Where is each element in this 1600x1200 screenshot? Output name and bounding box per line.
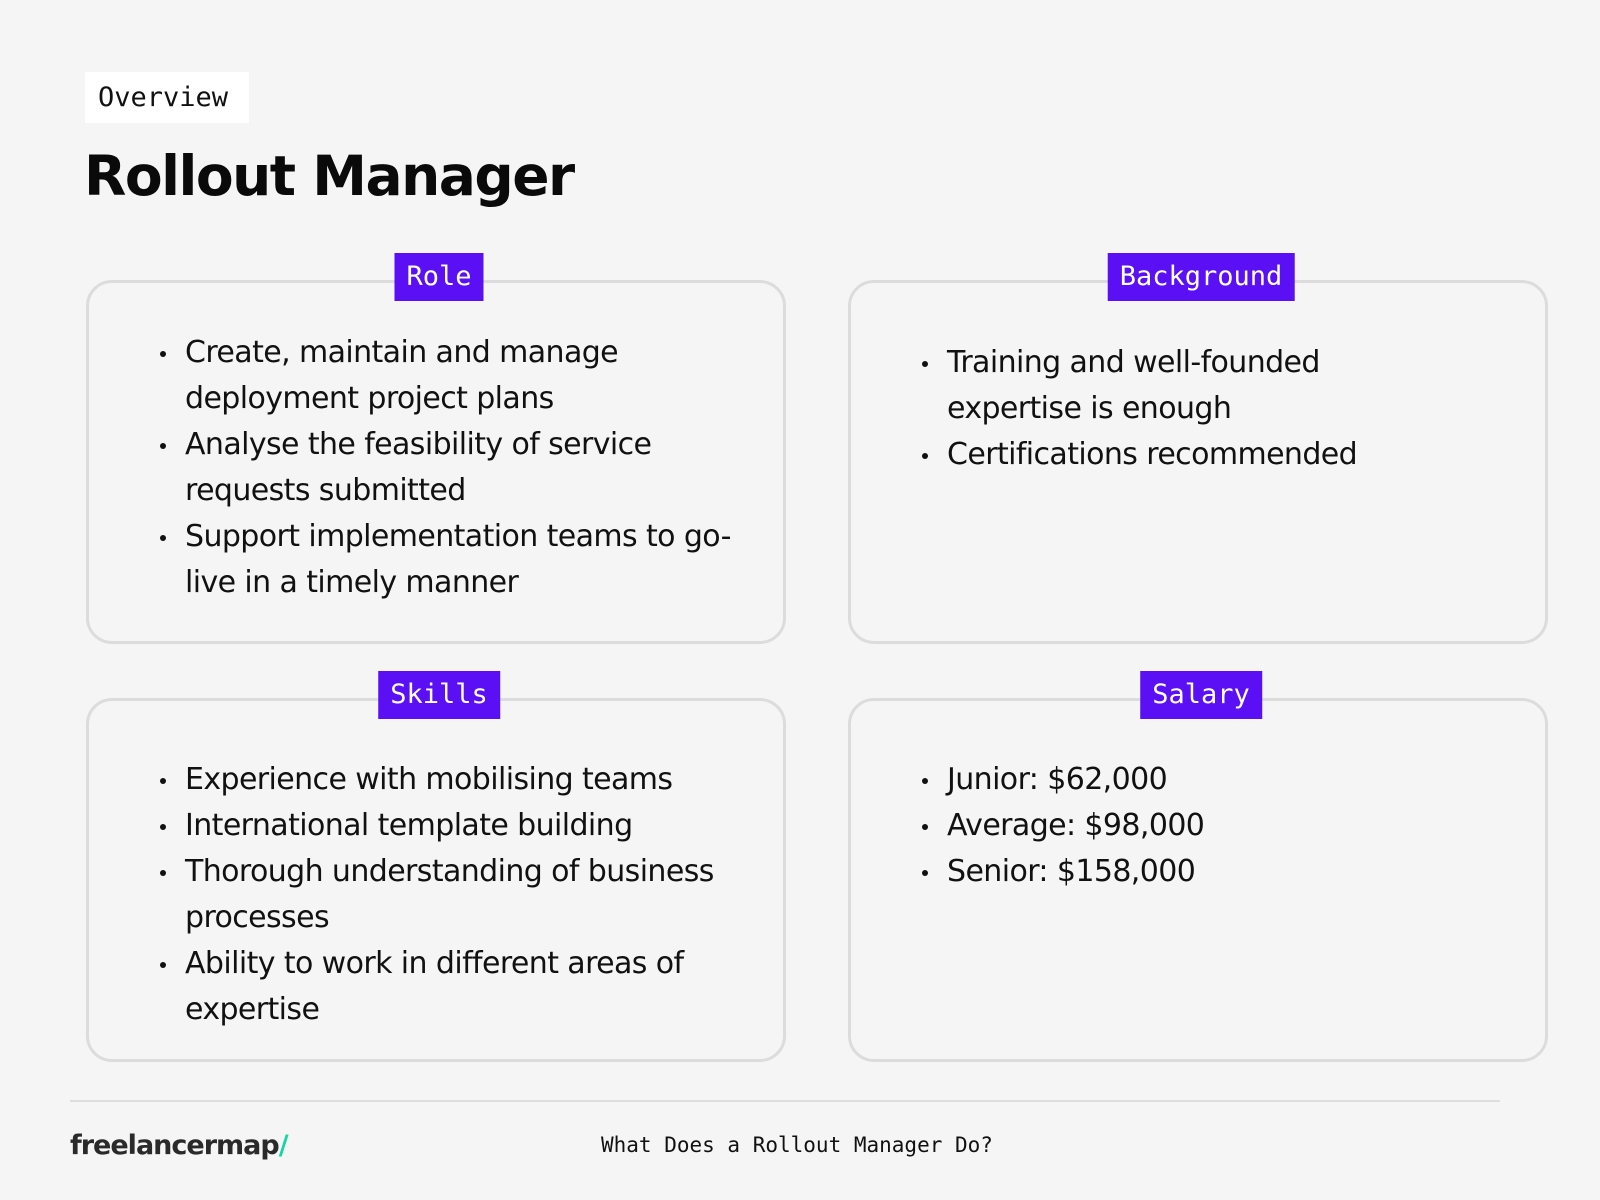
role-list xyxy=(160,330,750,606)
logo-text: freelancermap xyxy=(70,1130,279,1161)
list-item: Support implementation teams to go-live in a timely manner xyxy=(160,514,750,606)
freelancermap-logo xyxy=(70,1130,288,1161)
list-item: Training and well-founded expertise is enough xyxy=(922,340,1442,432)
list-item: Experience with mobilising teams xyxy=(160,757,750,803)
salary-list xyxy=(922,757,1442,895)
list-item: Create, maintain and manage deployment project plans xyxy=(160,330,750,422)
list-item: Average: $98,000 xyxy=(922,803,1442,849)
logo-slash: / xyxy=(278,1130,288,1161)
page-title: Rollout Manager xyxy=(84,144,574,208)
list-item: Certifications recommended xyxy=(922,432,1442,478)
background-card-label: Background xyxy=(1108,253,1295,301)
skills-card xyxy=(86,679,786,1062)
list-item: Analyse the feasibility of service requests submitted xyxy=(160,422,750,514)
skills-list xyxy=(160,757,750,1033)
background-list xyxy=(922,340,1442,478)
overview-tag: Overview xyxy=(85,72,249,123)
salary-card-label: Salary xyxy=(1140,671,1262,719)
list-item: Junior: $62,000 xyxy=(922,757,1442,803)
salary-card xyxy=(848,679,1548,1062)
list-item: Senior: $158,000 xyxy=(922,849,1442,895)
list-item: Ability to work in different areas of expertise xyxy=(160,941,750,1033)
background-card xyxy=(848,261,1548,644)
role-card-label: Role xyxy=(394,253,483,301)
footer-divider xyxy=(70,1100,1500,1102)
role-card xyxy=(86,261,786,644)
list-item: International template building xyxy=(160,803,750,849)
skills-card-label: Skills xyxy=(378,671,500,719)
list-item: Thorough understanding of business processes xyxy=(160,849,750,941)
footer-caption: What Does a Rollout Manager Do? xyxy=(601,1133,993,1157)
